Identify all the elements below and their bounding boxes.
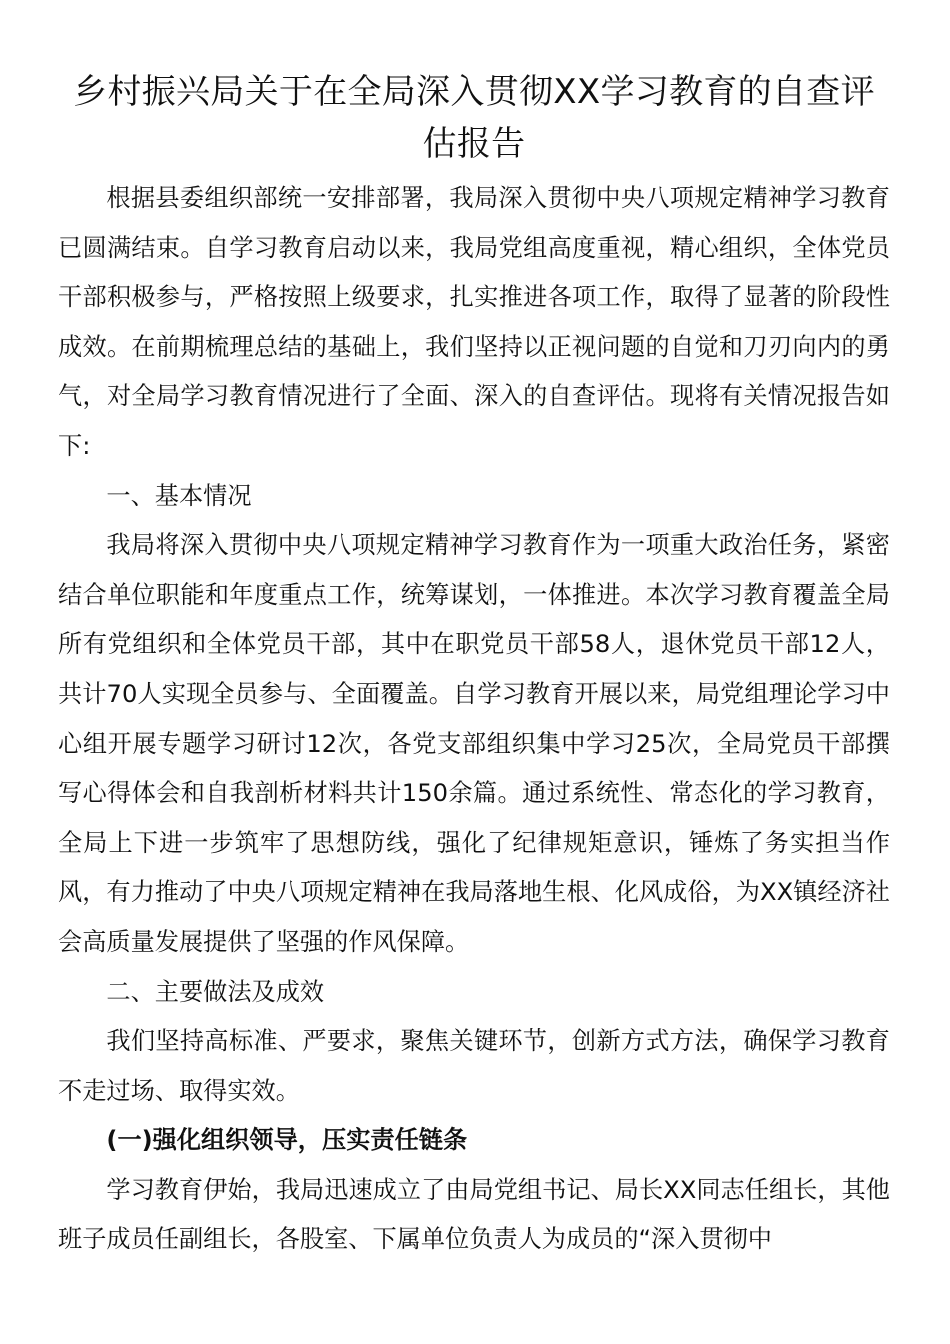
organization-leadership-paragraph: 学习教育伊始，我局迅速成立了由局党组书记、局长XX同志任组长，其他班子成员任副组长，各股室、下属单位负责人为成员的“深入贯彻中 [58,1175,890,1254]
basic-situation-paragraph: 我局将深入贯彻中央八项规定精神学习教育作为一项重大政治任务，紧密结合单位职能和年度重点工作，统筹谋划，一体推进。本次学习教育覆盖全局所有党组织和全体党员干部，其中在职党员干部58人，退休党员干部12人，共计70人实现全员参与、全面覆盖。自学习教育开展以来，局党组理论学习中心组开展专题学习研讨12次，各党支部组织集中学习25次，全局党员干部撰写心得体会和自我剖析材料共计150余篇。通过系统性、常态化的学习教育，全局上下进一步筑牢了思想防线，强化了纪律规矩意识，锤炼了务实担当作风，有力推动了中央八项规定精神在我局落地生根、化风成俗，为XX镇经济社会高质量发展提供了坚强的作风保障。 [58,531,890,956]
subsection-heading-organization-leadership: (一)强化组织领导，压实责任链条 [106,1126,468,1155]
section-heading-main-practices: 二、主要做法及成效 [106,977,325,1006]
document-title: 乡村振兴局关于在全局深入贯彻XX学习教育的自查评估报告 [73,72,875,164]
section-heading-basic-situation: 一、基本情况 [106,481,252,510]
main-practices-intro-paragraph: 我们坚持高标准、严要求，聚焦关键环节，创新方式方法，确保学习教育不走过场、取得实效。 [58,1027,890,1105]
intro-paragraph: 根据县委组织部统一安排部署，我局深入贯彻中央八项规定精神学习教育已圆满结束。自学习教育启动以来，我局党组高度重视，精心组织，全体党员干部积极参与，严格按照上级要求，扎实推进各项工作，取得了显著的阶段性成效。在前期梳理总结的基础上，我们坚持以正视问题的自觉和刀刃向内的勇气，对全局学习教育情况进行了全面、深入的自查评估。现将有关情况报告如下: [58,184,890,460]
